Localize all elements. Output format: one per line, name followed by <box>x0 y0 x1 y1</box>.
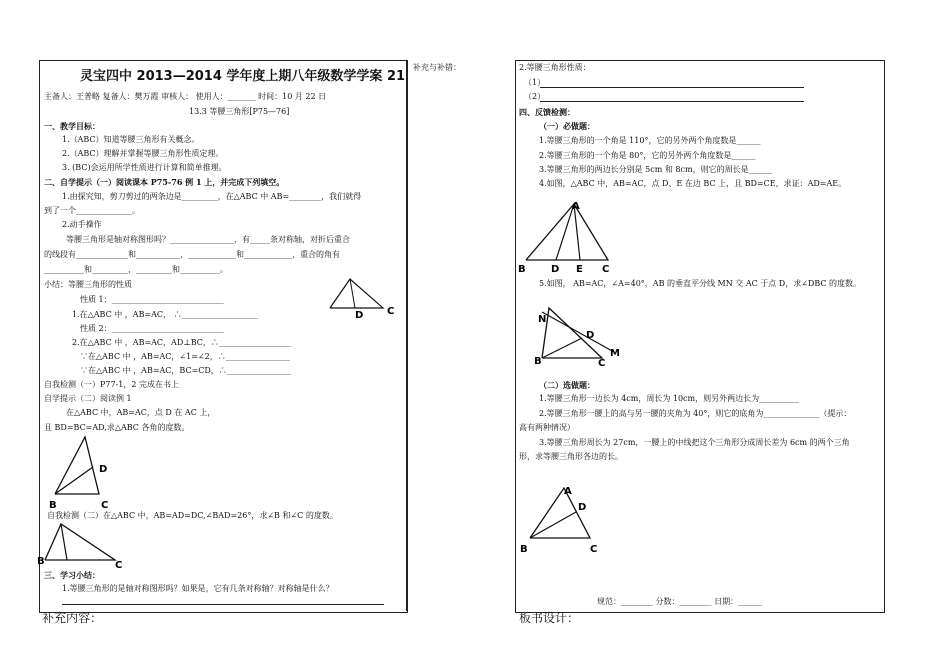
summary-label: 小结：等腰三角形的性质 <box>44 280 132 289</box>
prop-1: （1） <box>524 78 546 87</box>
label-n: N <box>538 314 547 325</box>
label-c: C <box>101 500 109 511</box>
property-1-example: 1.在△ABC 中 ，AB=AC， ∴___________________ <box>72 310 258 319</box>
required-3: 3.等腰三角形的两边长分别是 5cm 和 8cm，则它的周长是______ <box>539 165 773 174</box>
example-line-1: 在△ABC 中，AB=AC，点 D 在 AC 上， <box>66 408 216 417</box>
prop-2: （2） <box>524 92 546 101</box>
label-b: B <box>518 264 526 275</box>
label-e: E <box>576 264 583 275</box>
self-line-1: 1.由探究知，剪刀剪过的两条边是_________，在△ABC 中 AB=________，我们就得 <box>62 192 362 201</box>
goal-3: 3. (BC)会运用所学性质进行计算和简单推理。 <box>62 163 227 172</box>
label-b: B <box>49 500 57 511</box>
label-d: D <box>551 264 560 275</box>
label-d: D <box>99 464 108 475</box>
label-c: C <box>602 264 610 275</box>
column-divider <box>406 60 407 611</box>
required-heading: （一）必做题： <box>539 121 595 131</box>
required-5: 5.如图， AB=AC，∠A=40°，AB 的垂直平分线 MN 交 AC 于点 D，求∠DBC 的度数。 <box>539 279 862 288</box>
prop-2-line <box>540 101 804 102</box>
feedback-heading: 四、反馈检测： <box>519 107 575 117</box>
label-c: C <box>387 306 395 317</box>
self-study-2: 自学提示（二）阅读例 1 <box>44 394 132 403</box>
label-c: C <box>598 358 606 369</box>
label-a: A <box>564 486 572 497</box>
self-line-6: __________和_________，_________和__________。 <box>44 265 228 274</box>
self-line-4: 等腰三角形是轴对称图形吗？________________，有_____条对称轴，对折后重合 <box>66 235 350 244</box>
label-c: C <box>115 560 123 571</box>
self-check-2: 自我检测（二）在△ABC 中，AB=AD=DC,∠BAD=26°，求∠B 和∠C 的度数。 <box>47 511 338 520</box>
prop-1-line <box>540 87 804 88</box>
label-d: D <box>355 310 364 321</box>
example-line-2: 且 BD=BC=AD,求△ABC 各角的度数。 <box>44 423 190 432</box>
property-2-example-a: 2.在△ABC 中 ，AB=AC，AD⊥BC，∴__________________ <box>72 338 291 347</box>
required-2: 2.等腰三角形的一个角是 80°，它的另外两个角度数是______ <box>539 151 756 160</box>
left-footer: 补充内容： <box>42 611 103 625</box>
triangle-figure-2 <box>47 432 137 512</box>
self-line-2: 到了一个______________。 <box>44 206 140 215</box>
label-d: D <box>586 330 595 341</box>
summary-heading: 三、学习小结： <box>44 570 100 580</box>
optional-3-cont: 形，求等腰三角形各边的长。 <box>519 452 623 461</box>
property-2-example-b: ∵在△ABC 中 ，AB=AC，∠1=∠2，∴________________ <box>80 352 290 361</box>
triangle-figure-4 <box>516 196 626 276</box>
label-a: A <box>572 201 580 212</box>
property-2: 性质 2：____________________________ <box>80 324 224 333</box>
goal-1: 1.（ABC）知道等腰三角形有关概念。 <box>62 135 200 144</box>
property-1: 性质 1：____________________________ <box>80 295 224 304</box>
right-footer: 板书设计： <box>519 611 580 625</box>
score-line: 规范：________ 分数：________ 日期：______ <box>597 597 763 606</box>
label-b: B <box>534 356 542 367</box>
answer-line <box>62 604 384 605</box>
lesson-title: 13.3 等腰三角形[P75—76] <box>189 107 290 116</box>
required-4: 4.如图，△ABC 中，AB=AC，点 D、E 在边 BC 上，且 BD=CE，求证：AD=AE。 <box>539 179 847 188</box>
label-m: M <box>610 348 620 359</box>
supplement-heading: 补充与补错： <box>413 63 461 72</box>
label-c: C <box>590 544 598 555</box>
props-title: 2.等腰三角形性质： <box>519 63 591 72</box>
triangle-figure-5 <box>524 300 624 370</box>
optional-1: 1.等腰三角形一边长为 4cm，周长为 10cm，则另外两边长为__________ <box>539 394 800 403</box>
optional-2-hint: 高有两种情况） <box>519 423 575 432</box>
self-study-heading: 二、自学提示（一）阅读课本 P75-76 例 1 上，并完成下列填空。 <box>44 177 285 187</box>
optional-3: 3.等腰三角形周长为 27cm，一腰上的中线把这个三角形分成周长差为 6cm 的两个三角 <box>539 438 850 447</box>
optional-2: 2.等腰三角形一腰上的高与另一腰的夹角为 40°，则它的底角为______________（提示： <box>539 409 852 418</box>
page-title: 灵宝四中 2013—2014 学年度上期八年级数学学案 21 <box>80 69 406 84</box>
meta-line: 主备人：王普略 复备人：樊万霞 审核人： 使用人：_______ 时间：10 月 22 日 <box>44 92 327 101</box>
property-2-example-c: ∵在△ABC 中 ，AB=AC，BC=CD，∴________________ <box>80 366 291 375</box>
triangle-figure-3 <box>35 512 125 572</box>
triangle-figure-1 <box>325 274 405 324</box>
self-line-5: 的线段有_____________和___________，____________和____________，重合的角有 <box>44 250 340 259</box>
self-line-3: 2.动手操作 <box>62 220 102 229</box>
goal-2: 2.（ABC）理解并掌握等腰三角形性质定理。 <box>62 149 224 158</box>
triangle-figure-6 <box>518 480 608 560</box>
goals-heading: 一、教学目标： <box>44 121 100 131</box>
self-check-1: 自我检测（一）P77-1，2 完成在书上 <box>44 380 179 389</box>
summary-question: 1.等腰三角形的是轴对称图形吗？如果是，它有几条对称轴？对称轴是什么？ <box>62 584 334 593</box>
label-b: B <box>37 556 45 567</box>
label-b: B <box>520 544 528 555</box>
label-d: D <box>578 502 587 513</box>
required-1: 1.等腰三角形的一个角是 110°，它的另外两个角度数是______ <box>539 136 761 145</box>
optional-heading: （二）选做题： <box>539 380 595 390</box>
